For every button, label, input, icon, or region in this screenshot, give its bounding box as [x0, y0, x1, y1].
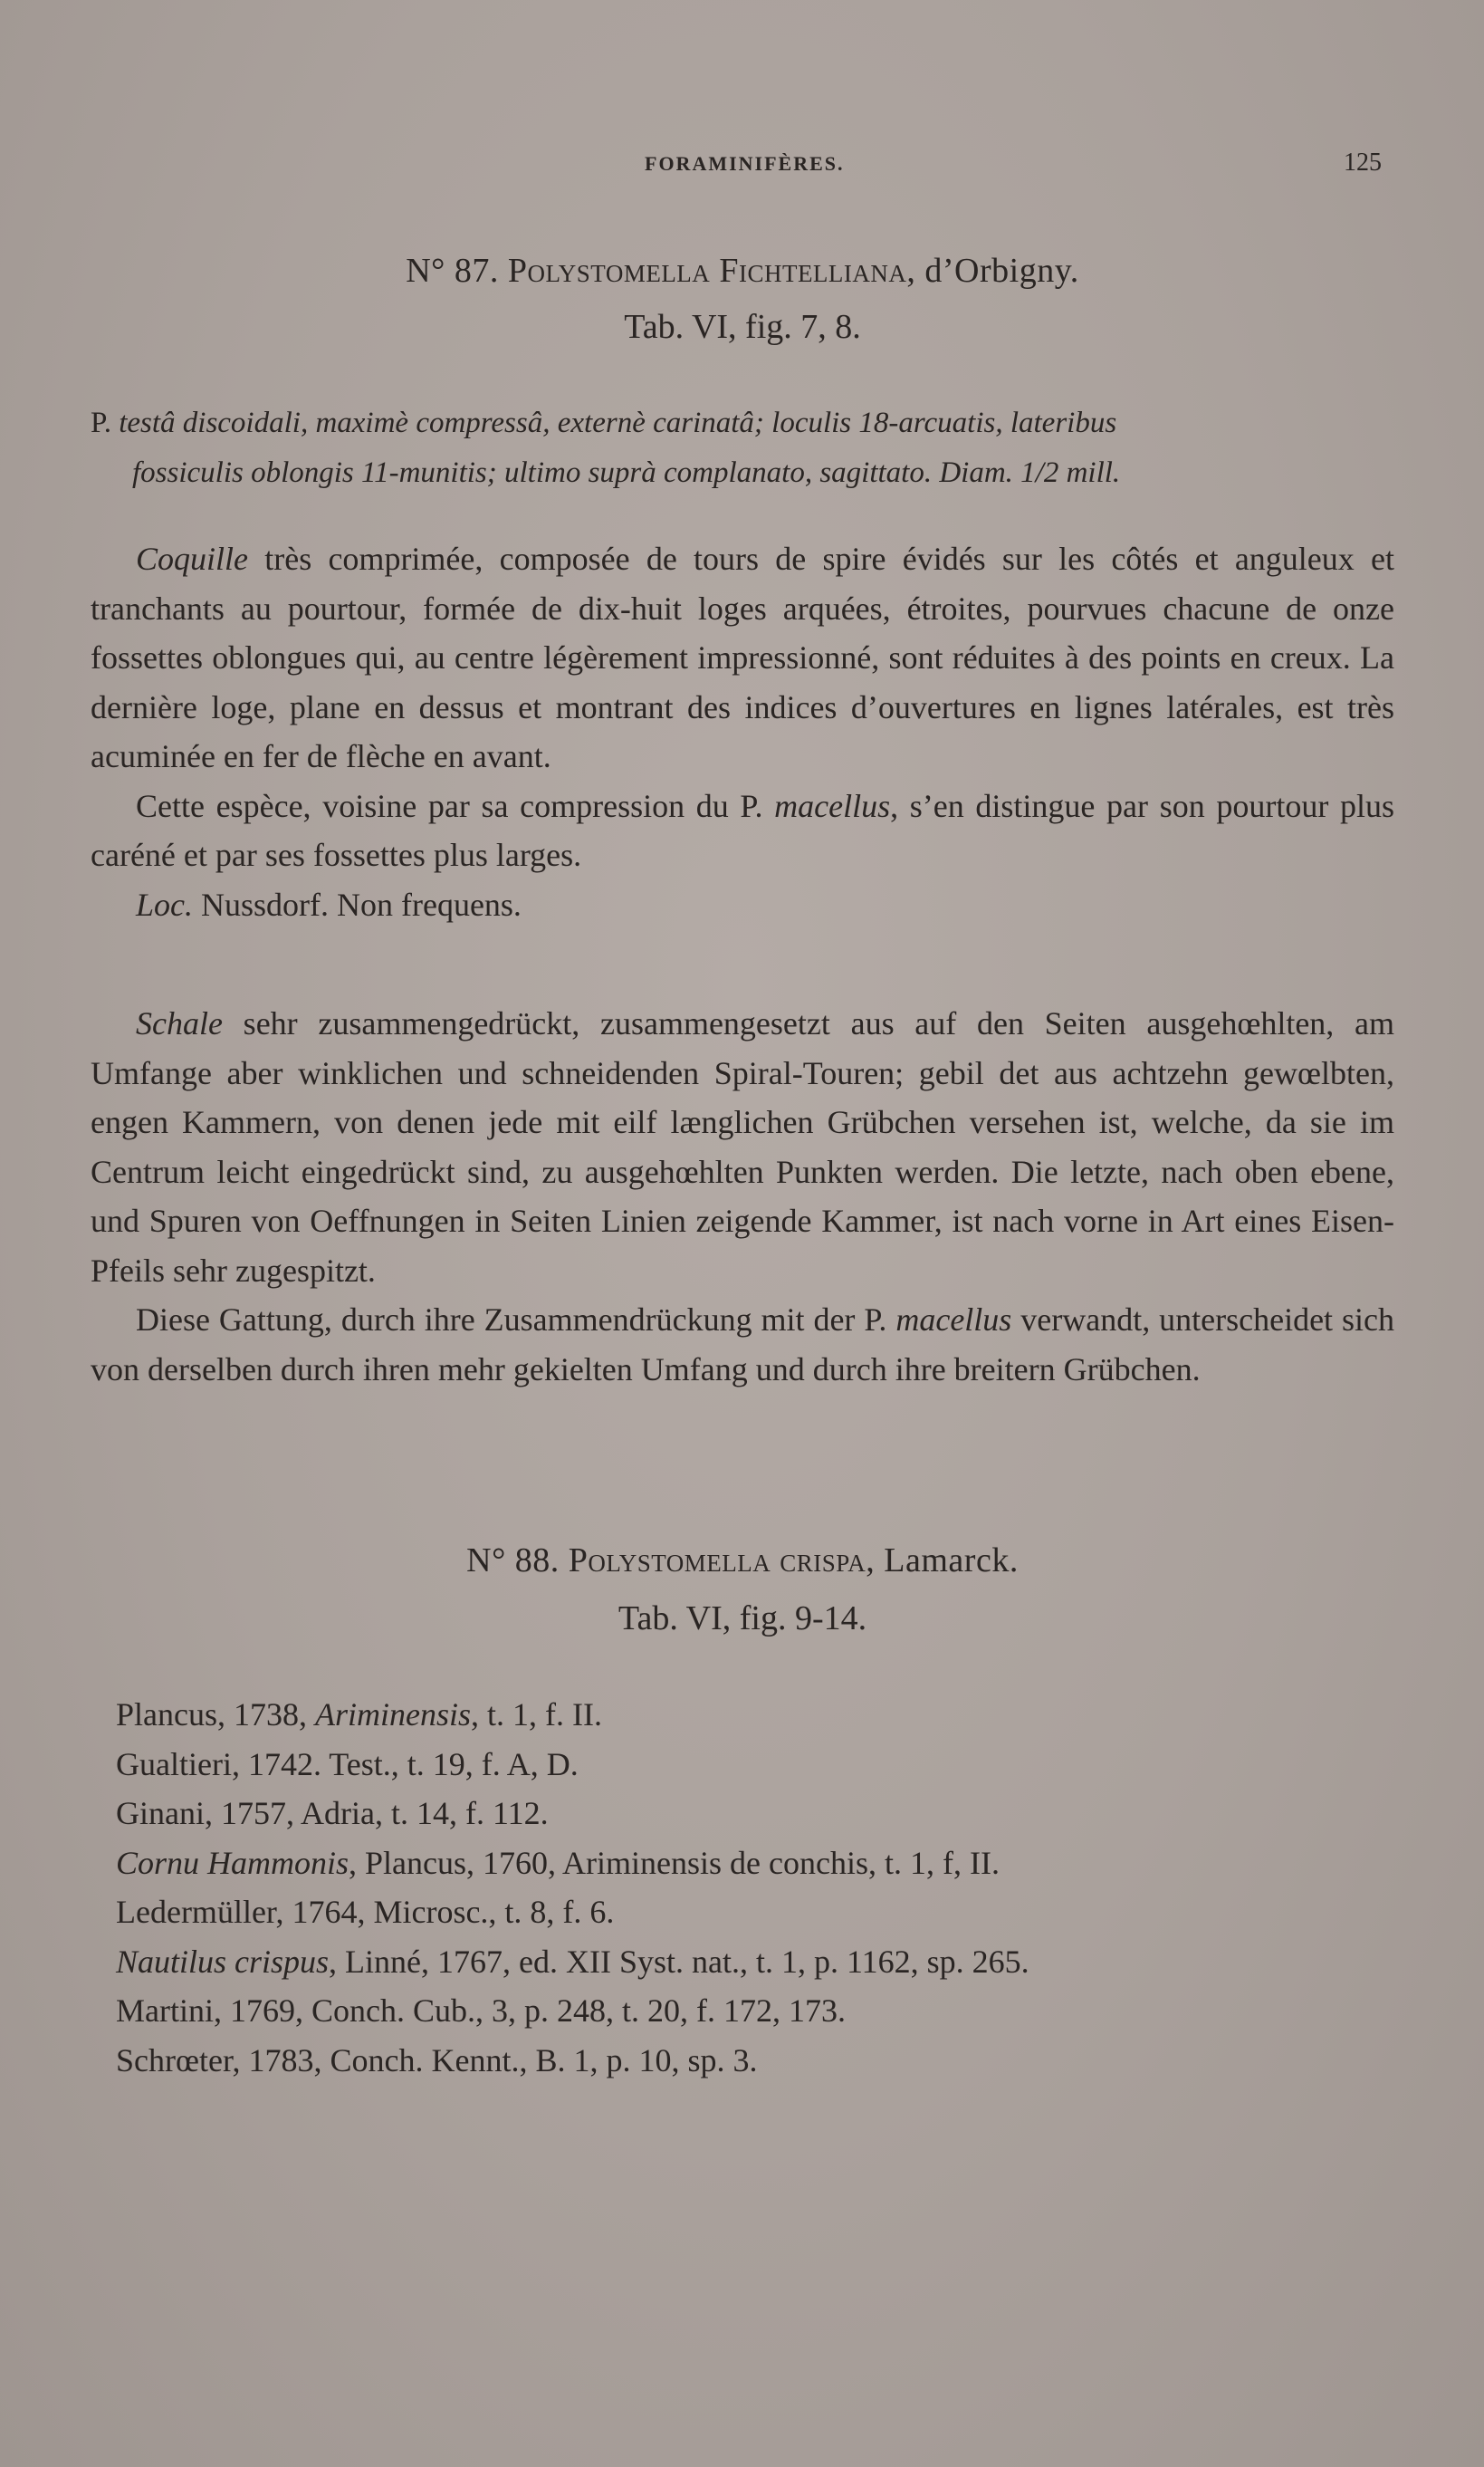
german-paragraph-2-b: verwandt, unterscheidet sich von derselben durch ihren mehr gekielten Umfang und durch ihre breitern Grübchen. [91, 1301, 1394, 1387]
french-paragraph-2-b: , s’en distingue par son pourtour plus caréné et par ses fossettes plus larges. [91, 787, 1395, 873]
species-87-latin-diagnosis [91, 398, 1394, 498]
reference-item: Martini, 1769, Conch. Cub., 3, p. 248, t. 20, f. 172, 173. [116, 1992, 846, 2029]
reference-item: Ginani, 1757, Adria, t. 14, f. 112. [116, 1795, 549, 1831]
reference-item: Schrœter, 1783, Conch. Kennt., B. 1, p. 10, sp. 3. [116, 2041, 758, 2078]
latin-line-1-text: testâ discoidali, maximè compressâ, externè carinatâ; loculis 18-arcuatis, lateribus [119, 407, 1117, 439]
species-87-title [91, 246, 1394, 295]
reference-item: Ledermüller, 1764, Microsc., t. 8, f. 6. [116, 1894, 615, 1930]
locality-text: Nussdorf. Non frequens. [193, 886, 522, 923]
locality-line [91, 880, 1394, 930]
species-88-title [91, 1536, 1394, 1585]
species-87-author: , d’Orbigny. [906, 252, 1079, 290]
french-paragraph-2-a: Cette espèce, voisine par sa compression du P. [136, 787, 775, 824]
locality-label: Loc. [136, 886, 193, 923]
french-paragraph-2 [91, 782, 1394, 880]
german-paragraph-2-species: macellus [895, 1301, 1012, 1338]
page-number: 125 [1344, 149, 1382, 177]
running-title: FORAMINIFÈRES. [645, 152, 845, 175]
reference-item: Gualtieri, 1742. Test., t. 19, f. A, D. [116, 1745, 579, 1782]
species-87-number: N° 87. [406, 252, 499, 290]
reference-item: Cornu Hammonis, Plancus, 1760, Ariminensis de conchis, t. 1, f, II. [116, 1844, 1000, 1881]
german-lead-word: Schale [136, 1005, 223, 1042]
reference-item: Nautilus crispus, Linné, 1767, ed. XII Syst. nat., t. 1, p. 1162, sp. 265. [116, 1943, 1029, 1980]
species-88-genus: Polystomella [568, 1541, 771, 1579]
french-paragraph-2-species: macellus [774, 787, 891, 824]
latin-line-2: fossiculis oblongis 11-munitis; ultimo suprà complanato, sagittato. Diam. 1/2 mill. [132, 456, 1121, 489]
french-paragraph-1-text: très comprimée, composée de tours de spire évidés sur les côtés et anguleux et tranchants au pourtour, formée de dix-huit loges arquées, étroites, pourvues chacune de onze fossettes oblongues qui, au centre légèrement impressionné, sont réduites à des points en creux. La dernière loge, plane en dessus et montrant des indices d’ouvertures en lignes latérales, est très acuminée en fer de flèche en avant. [91, 541, 1394, 774]
latin-line-1 [91, 398, 1394, 448]
species-87-plate-reference: Tab. VI, fig. 7, 8. [624, 308, 861, 346]
species-87-genus: Polystomella [507, 252, 711, 290]
french-lead-word: Coquille [136, 541, 248, 577]
species-87-french-description [91, 534, 1394, 929]
species-87-german-description [91, 999, 1394, 1394]
german-paragraph-2-a: Diese Gattung, durch ihre Zusammendrückung mit der P. [136, 1301, 896, 1338]
species-88-author: , Lamarck. [866, 1541, 1019, 1579]
species-88-plate-reference: Tab. VI, fig. 9-14. [618, 1599, 867, 1637]
species-88-species: crispa [780, 1541, 866, 1579]
latin-prefix: P. [91, 407, 111, 439]
reference-item: Plancus, 1738, Ariminensis, t. 1, f. II. [116, 1696, 602, 1733]
species-88-number: N° 88. [466, 1541, 560, 1579]
running-head [0, 149, 1484, 188]
german-paragraph-1 [91, 999, 1394, 1295]
german-paragraph-2 [91, 1295, 1394, 1394]
species-88-synonymy-list [116, 1690, 1383, 2085]
french-paragraph-1 [91, 534, 1394, 782]
species-87-species: Fichtelliana [719, 252, 907, 290]
german-paragraph-1-text: sehr zusammengedrückt, zusammengesetzt aus auf den Seiten ausgehœhlten, am Umfange aber winklichen und schneidenden Spiral-Touren; gebil det aus achtzehn gewœlbten, engen Kammern, von denen jede mit eilf længlichen Grübchen versehen ist, welche, da sie im Centrum leicht eingedrückt sind, zu ausgehœhlten Punkten werden. Die letzte, nach oben ebene, und Spuren von Oeffnungen in Seiten Linien zeigende Kammer, ist nach vorne in Art eines Eisen-Pfeils sehr zugespitzt. [91, 1005, 1394, 1289]
